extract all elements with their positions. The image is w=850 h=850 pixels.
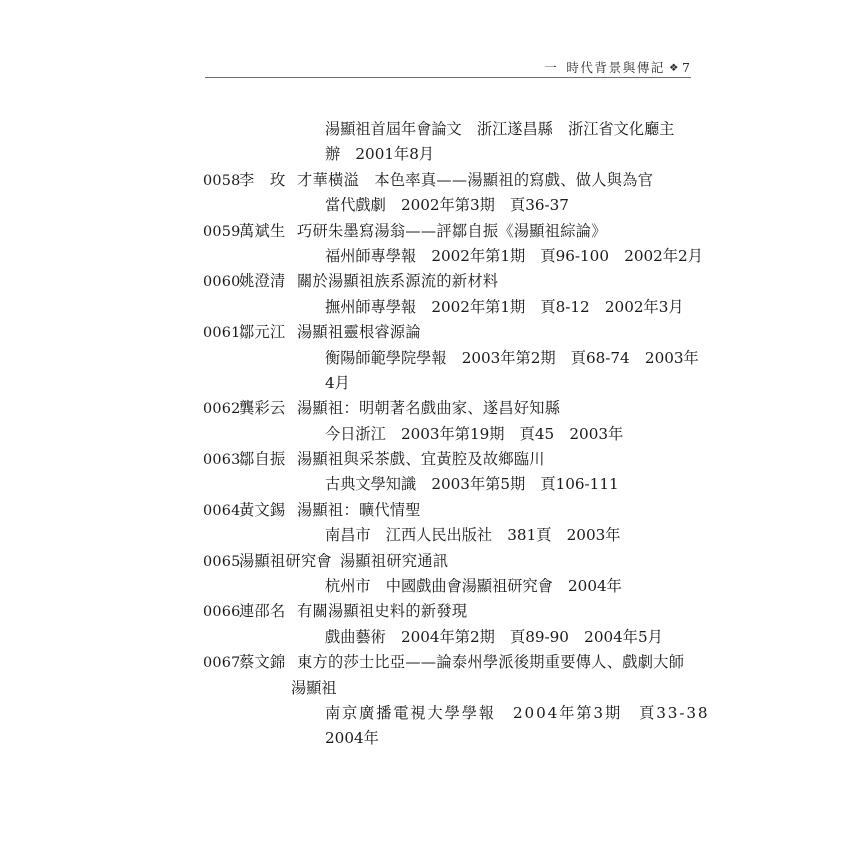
- entry-source-line: 杭州市 中國戲曲會湯顯祖研究會 2004年: [325, 577, 622, 596]
- bibliography-entry: [0, 320, 850, 396]
- bibliography-entry: [0, 117, 850, 168]
- entry-author: 姚澄清: [239, 272, 286, 291]
- running-head-chapter-number: 一: [544, 60, 558, 75]
- entry-title-continuation: 湯顯祖: [291, 678, 337, 697]
- entry-author: 黃文錫: [239, 500, 286, 519]
- bibliography-list: [0, 117, 850, 752]
- entry-main-line: [0, 498, 850, 523]
- bibliography-entry: [0, 447, 850, 498]
- entry-id: 0063: [203, 452, 241, 469]
- entry-main-line: [0, 320, 850, 345]
- bibliography-entry: [0, 219, 850, 270]
- entry-main-line: [0, 447, 850, 472]
- entry-id: 0065: [203, 553, 241, 570]
- entry-main-line: [0, 219, 850, 244]
- bibliography-entry: [0, 168, 850, 219]
- entry-id: 0062: [203, 401, 241, 418]
- page-number: 7: [682, 60, 690, 75]
- entry-title: 湯顯祖研究通訊: [339, 551, 449, 570]
- entry-source-line: 今日浙江 2003年第19期 頁45 2003年: [325, 424, 624, 443]
- entry-author: 鄒自振: [239, 450, 286, 469]
- entry-source-line: 衡陽師範學院學報 2003年第2期 頁68-74 2003年: [325, 348, 699, 367]
- entry-id: 0060: [203, 274, 241, 291]
- entry-title: 東方的莎士比亞——論泰州學派後期重要傳人、戲劇大師: [297, 653, 685, 672]
- entry-title: 湯顯祖：曠代情聖: [297, 500, 421, 519]
- entry-author: 鄒元江: [239, 323, 286, 342]
- entry-author: 湯顯祖研究會: [239, 551, 332, 570]
- entry-title: 巧研朱墨寫湯翁——評鄒自振《湯顯祖綜論》: [297, 221, 607, 240]
- entry-id: 0058: [203, 172, 241, 189]
- entry-source-line: 撫州師專學報 2002年第1期 頁8-12 2002年3月: [325, 297, 684, 316]
- entry-source-line: 古典文學知識 2003年第5期 頁106-111: [325, 475, 619, 494]
- bibliography-entry: [0, 269, 850, 320]
- entry-id: 0067: [203, 655, 241, 672]
- entry-main-line: [0, 168, 850, 193]
- entry-author: 龔彩云: [239, 399, 286, 418]
- entry-source-line: 當代戲劇 2002年第3期 頁36-37: [325, 196, 569, 215]
- entry-main-line: [0, 269, 850, 294]
- entry-source-line: 南昌市 江西人民出版社 381頁 2003年: [325, 526, 621, 545]
- entry-source-continuation: 2004年: [325, 729, 379, 748]
- entry-source-line: 湯顯祖首屆年會論文 浙江遂昌縣 浙江省文化廳主: [325, 120, 675, 138]
- bibliography-entry: [0, 498, 850, 549]
- entry-source-line: 南京廣播電視大學學報 2004年第3期 頁33-38: [325, 703, 710, 722]
- entry-id: 0064: [203, 502, 241, 519]
- entry-source-continuation: 4月: [325, 373, 350, 392]
- header-rule: [205, 77, 691, 78]
- entry-author: 李 玫: [239, 170, 286, 189]
- running-head-chapter-title: 時代背景與傳記: [566, 60, 666, 75]
- entry-title: 才華橫溢 本色率真——湯顯祖的寫戲、做人與為官: [297, 170, 654, 189]
- entry-source-line: 戲曲藝術 2004年第2期 頁89-90 2004年5月: [325, 627, 663, 646]
- entry-id: 0059: [203, 223, 241, 240]
- entry-main-line: [0, 599, 850, 624]
- bibliography-entry: [0, 396, 850, 447]
- running-head: [205, 58, 690, 76]
- entry-title: 湯顯祖靈根睿源論: [297, 323, 421, 342]
- bibliography-entry: [0, 599, 850, 650]
- bibliography-entry: [0, 549, 850, 600]
- entry-title: 湯顯祖與采茶戲、宜黃腔及故鄉臨川: [297, 450, 545, 469]
- entry-main-line: [0, 396, 850, 421]
- entry-id: 0061: [203, 325, 241, 342]
- entry-main-line: [0, 549, 850, 574]
- bibliography-entry: [0, 650, 850, 752]
- entry-title: 湯顯祖：明朝著名戲曲家、遂昌好知縣: [297, 399, 561, 418]
- entry-main-line: [0, 650, 850, 675]
- entry-author: 連邵名: [239, 602, 286, 621]
- entry-source-line: 福州師專學報 2002年第1期 頁96-100 2002年2月: [325, 246, 703, 265]
- entry-title: 有關湯顯祖史料的新發現: [297, 602, 468, 621]
- entry-author: 萬斌生: [239, 221, 286, 240]
- entry-author: 蔡文錦: [239, 653, 286, 672]
- entry-id: 0066: [203, 604, 241, 621]
- fleuron-icon: ❖: [669, 62, 680, 74]
- entry-source-continuation: 辦 2001年8月: [325, 145, 435, 164]
- entry-title: 關於湯顯祖族系源流的新材料: [297, 272, 499, 291]
